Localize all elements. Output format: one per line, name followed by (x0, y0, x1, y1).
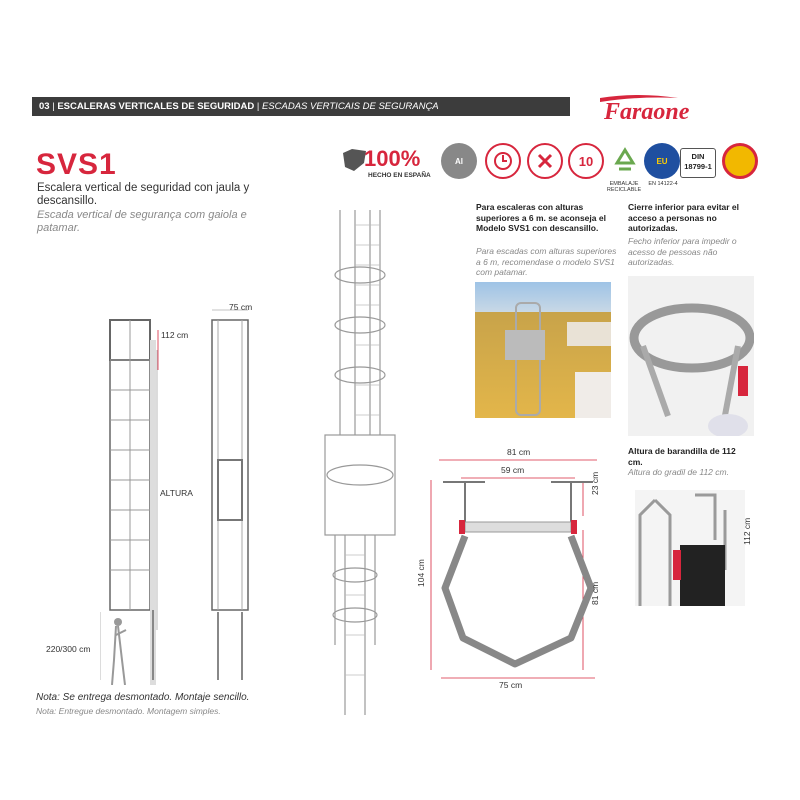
closure-photo (628, 276, 754, 436)
inner-width-label: 59 cm (501, 465, 525, 475)
eu-label: EN 14122-4 (648, 181, 678, 187)
warranty-icon: 10 (568, 143, 604, 179)
rail-height-label: 112 cm (161, 330, 189, 340)
recycle-label: EMBALAJE RECICLABLE (606, 181, 642, 193)
closure-caption-es: Cierre inferior para evitar el acceso a personas no autorizadas. (628, 202, 740, 233)
clock-icon (485, 143, 521, 179)
aluminium-icon: Al (441, 143, 477, 179)
din-badge: DIN 18799-1 (680, 148, 716, 178)
cage-depth-label: 81 cm (590, 581, 600, 605)
railing-caption-es: Altura de barandilla de 112 cm. (628, 446, 736, 467)
altura-label: ALTURA (160, 488, 193, 498)
brand-name: Faraone (604, 99, 690, 124)
made-in-spain-percent: 100% (364, 146, 421, 171)
width-top-label: 75 cm (229, 302, 253, 312)
assembly-note-es: Nota: Se entrega desmontado. Montaje sencillo. (36, 692, 250, 703)
closure-caption-pt: Fecho inferior para impedir o acesso de pessoas não autorizadas. (628, 236, 737, 267)
ladder-elevation-drawings (100, 300, 330, 685)
eu-icon: EU (644, 143, 680, 179)
ladder-3d-drawing (315, 205, 410, 720)
landing-photo (475, 282, 611, 418)
section-title-es: ESCALERAS VERTICALES DE SEGURIDAD (57, 101, 255, 112)
outer-width-label: 81 cm (507, 447, 531, 457)
bottom-width-label: 75 cm (499, 680, 523, 690)
first-rung-label: 220/300 cm (46, 644, 91, 654)
custom-icon (527, 143, 563, 179)
section-title-pt: ESCADAS VERTICAIS DE SEGURANÇA (261, 101, 439, 112)
depth-top-label: 23 cm (590, 471, 600, 495)
landing-caption-es: Para escaleras con alturas superiores a 6 m. se aconseja el Modelo SVS1 con descansillo. (476, 202, 606, 233)
product-description-pt: Escada vertical de segurança com gaiola e patamar. (37, 209, 247, 234)
section-number: 03 (39, 101, 50, 112)
recycle-icon (607, 143, 643, 179)
section-header: 03 | ESCALERAS VERTICALES DE SEGURIDAD | ESCADAS VERTICAIS DE SEGURANÇA (32, 97, 570, 116)
railing-caption-pt: Altura do gradil de 112 cm. (628, 467, 729, 477)
revision-icon (722, 143, 758, 179)
product-model: SVS1 (36, 148, 117, 181)
made-in-spain-label: HECHO EN ESPAÑA (368, 172, 431, 179)
total-depth-label: 104 cm (416, 559, 426, 587)
faraone-logo (598, 94, 768, 124)
landing-caption-pt: Para escadas com alturas superiores a 6 m, recomendase o modelo SVS1 com patamar. (476, 246, 617, 277)
product-description-es: Escalera vertical de seguridad con jaula y descansillo. (37, 182, 250, 207)
rail-photo-dim: 112 cm (742, 517, 752, 545)
railing-photo (635, 490, 745, 606)
assembly-note-pt: Nota: Entregue desmontado. Montagem simples. (36, 706, 221, 716)
